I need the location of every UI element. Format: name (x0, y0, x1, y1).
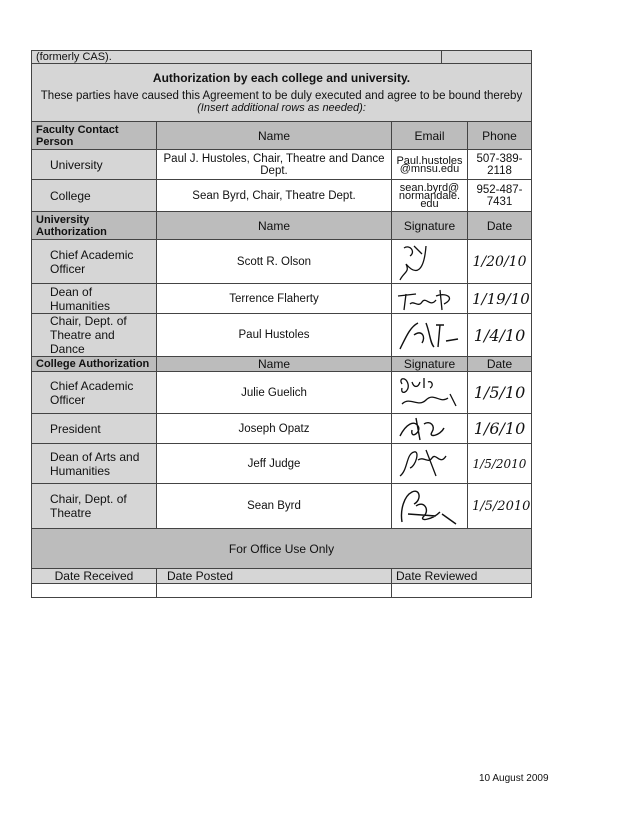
signature-scribble (396, 416, 464, 442)
college-row-date: 1/6/10 (468, 414, 532, 444)
college-row-label: Dean of Arts and Humanities (32, 444, 157, 484)
college-row-name: Joseph Opatz (157, 414, 392, 444)
faculty-row-phone: 952-487-7431 (468, 180, 532, 212)
college-row-name: Jeff Judge (157, 444, 392, 484)
faculty-row-name: Paul J. Hustoles, Chair, Theatre and Dance Dept. (157, 150, 392, 180)
col-signature: Signature (392, 357, 468, 372)
col-name: Name (157, 122, 392, 150)
signature-cell (392, 372, 468, 414)
university-row (32, 284, 532, 314)
signature-cell (392, 284, 468, 314)
university-header-row (32, 212, 532, 240)
faculty-row-label: College (32, 180, 157, 212)
signature-cell (392, 414, 468, 444)
signature-scribble (396, 374, 464, 412)
faculty-row-label: University (32, 150, 157, 180)
agreement-form (31, 50, 531, 598)
date-received-label: Date Received (32, 569, 157, 584)
university-row-date: 1/4/10 (468, 314, 532, 357)
office-header-row (32, 529, 532, 569)
col-signature: Signature (392, 212, 468, 240)
signature-scribble (396, 317, 464, 353)
date-received-value[interactable] (32, 584, 157, 598)
college-header-row (32, 357, 532, 372)
college-row-label: Chair, Dept. of Theatre (32, 484, 157, 529)
university-heading: University Authorization (32, 212, 157, 240)
signature-cell (392, 444, 468, 484)
college-row (32, 444, 532, 484)
formerly-text: (formerly CAS). (32, 51, 392, 64)
authorization-title: Authorization by each college and university. (152, 71, 411, 85)
university-row-label: Chair, Dept. of Theatre and Dance (32, 314, 157, 357)
signature-scribble (396, 242, 464, 282)
faculty-row-name: Sean Byrd, Chair, Theatre Dept. (157, 180, 392, 212)
university-row-date: 1/20/10 (468, 240, 532, 284)
col-date: Date (468, 212, 532, 240)
college-row-name: Sean Byrd (157, 484, 392, 529)
college-row (32, 372, 532, 414)
university-row-name: Scott R. Olson (157, 240, 392, 284)
signature-cell (392, 240, 468, 284)
university-row-name: Terrence Flaherty (157, 284, 392, 314)
faculty-header-row (32, 122, 532, 150)
col-name: Name (157, 212, 392, 240)
university-row-label: Dean of Humanities (32, 284, 157, 314)
college-row-label: Chief Academic Officer (32, 372, 157, 414)
college-row (32, 484, 532, 529)
col-name: Name (157, 357, 392, 372)
faculty-heading: Faculty Contact Person (32, 122, 157, 150)
signature-scribble (396, 486, 464, 526)
signature-cell (392, 484, 468, 529)
authorization-header-row (32, 64, 532, 122)
faculty-row (32, 180, 532, 212)
date-reviewed-label: Date Reviewed (392, 569, 532, 584)
college-row-name: Julie Guelich (157, 372, 392, 414)
formerly-row (32, 51, 532, 64)
office-values-row (32, 584, 532, 598)
authorization-note: (Insert additional rows as needed): (197, 102, 366, 114)
office-heading: For Office Use Only (32, 529, 532, 569)
col-phone: Phone (468, 122, 532, 150)
university-row (32, 240, 532, 284)
university-row-name: Paul Hustoles (157, 314, 392, 357)
university-row-date: 1/19/10 (468, 284, 532, 314)
faculty-row (32, 150, 532, 180)
college-row-date: 1/5/10 (468, 372, 532, 414)
faculty-row-email: Paul.hustoles @mnsu.edu (392, 150, 468, 180)
college-heading: College Authorization (32, 357, 157, 372)
date-posted-value[interactable] (157, 584, 392, 598)
college-row-date: 1/5/2010 (468, 444, 532, 484)
college-row (32, 414, 532, 444)
date-posted-label: Date Posted (157, 569, 392, 584)
faculty-row-phone: 507-389-2118 (468, 150, 532, 180)
college-row-date: 1/5/2010 (468, 484, 532, 529)
office-labels-row (32, 569, 532, 584)
footer-date: 10 August 2009 (479, 773, 549, 784)
col-email: Email (392, 122, 468, 150)
authorization-table (31, 50, 532, 598)
signature-scribble (396, 446, 464, 482)
university-row-label: Chief Academic Officer (32, 240, 157, 284)
authorization-instruction: These parties have caused this Agreement to be duly executed and agree to be bound thereby (40, 90, 523, 102)
college-row-label: President (32, 414, 157, 444)
col-date: Date (468, 357, 532, 372)
signature-cell (392, 314, 468, 357)
signature-scribble (396, 286, 464, 312)
date-reviewed-value[interactable] (392, 584, 532, 598)
university-row (32, 314, 532, 357)
faculty-row-email: sean.byrd@ normandale. edu (392, 180, 468, 212)
